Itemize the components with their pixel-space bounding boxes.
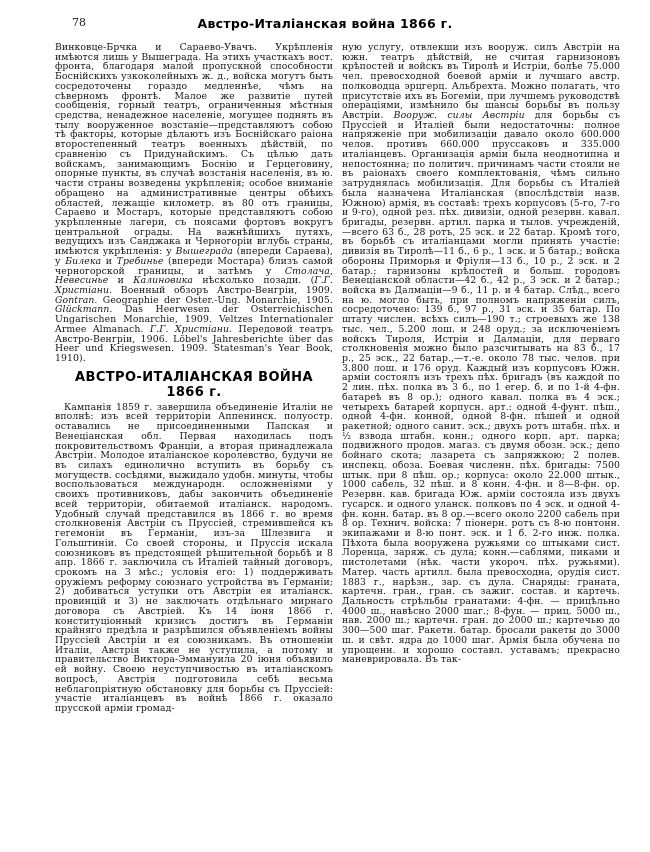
text-columns <box>55 43 618 714</box>
article-first-paragraph: Кампанія 1859 г. завершила объединеніе Италіи не вполнѣ: изъ всей территоріи Аппенинск. полуостр. оставались не присоединенными Папская и Венеціанская обл. Первая находилась подъ покровительствомъ Франціи, а вторая принадлежала Австріи. Молодое италіанское королевство, будучи не въ силахъ единолично вступить въ борьбу съ могуществ. сосѣдями, выжидало удобн. минуты, чтобы воспользоваться международн. осложненіями у своихъ противниковъ, дабы закончить объединеніе всей территоріи, обитаемой италіанск. народомъ. Удобный случай представился въ 1866 г. во время столкновенія Австріи съ Пруссіей, стремившейся къ гегемоніи въ Германіи, изъ-за Шлезвига и Гольштиніи. Со своей стороны, и Пруссія искала союзниковъ въ предстоящей рѣшительной борьбѣ и 8 апр. 1866 г. заключила съ Италіей тайный договоръ, срокомъ на 3 мѣс.; условія его: 1) поддерживать оружіемъ реформу союзнаго устройства въ Германіи; 2) добиваться уступки отъ Австріи ея италіанск. провинцій и 3) не заключать отдѣльнаго мирнаго договора съ Австріей. Къ 14 іюня 1866 г. конституціонный кризисъ достигъ въ Германіи крайняго предѣла и разрѣшился объявленіемъ войны Пруссіей Австріи и ея союзникамъ. Въ отношеніи Италіи, Австрія также не уступила, а потому и правительство Виктора-Эммануила 20 іюня объявило ей войну. Своею неуступчивостью въ италіанскомъ вопросѣ, Австрія подготовила себѣ весьма неблагопріятную обстановку для борьбы съ Пруссіей: участіе италіанцевъ въ войнѣ 1866 г. оказало прусской арміи громад- <box>55 401 333 714</box>
page-number: 78 <box>72 16 86 29</box>
left-column <box>55 43 333 714</box>
running-header-title: Австро-Италіанская война 1866 г. <box>197 16 453 31</box>
right-column-paragraph: ную услугу, отвлекши изъ вооруж. силъ Австріи на южн. театръ дѣйствій, не считая гарнизоновъ крѣпостей и войскъ въ Тиролѣ и Истріи, болѣе 75.000 чел. превосходной боевой арміи и лучшаго австр. полководца эрцгерц. Альбрехта. Можно полагать, что присутствіе ихъ въ Богеміи, при лучшемъ руководствѣ операціями, измѣнило бы шансы борьбы въ пользу Австріи. Вооруж. силы Австріи для борьбы съ Пруссіей и Италіей были недостаточны: полное напряженіе при мобилизаціи давало около 600.000 челов. противъ 660.000 пруссаковъ и 335.000 италіанцевъ. Организація арміи была неоднотипна и непостоянна; по политич. причинамъ части стояли не въ раіонахъ своего комплектованія, чѣмъ сильно затруднялась мобилизація. Для борьбы съ Италіей была назначена Италіанская (впослѣдствіи назв. Южною) армія, въ составѣ: трехъ корпусовъ (5-го, 7-го и 9-го), одной рез. пѣх. дивизіи, одной резервн. кавал. бригады, резервн. артил. парка и тылов. учрежденій,—всего 63 б., 28 ротъ, 25 эск. и 22 батар. Кромѣ того, въ борьбѣ съ италіанцами могли принять участіе: дивизія въ Тиролѣ—11 б., 6 р., 1 эск. и 5 батар.; войска обороны Приморья и Фріуля—13 б., 10 р., 2 эск. и 2 батар.; гарнизоны крѣпостей и больш. городовъ Венеціанской области—42 б., 42 р., 3 эск. и 2 батар.; войска въ Далмаціи—9 б., 11 р. и 4 батар. Слѣд., всего на ю. могло быть, при полномъ напряженіи силъ, сосредоточено: 139 б., 97 р., 31 эск. и 35 батар. По штату числен. всѣхъ силъ—190 т.; строевыхъ же 138 тыс. чел., 5.200 лош. и 248 оруд.; за исключеніемъ войскъ Тироля, Истріи и Далмаціи, для перваго столкновенія можно было разсчитывать на 83 б., 17 р., 25 эск., 22 батар.,—т.-е. около 78 тыс. челов. при 3.800 лош. и 176 оруд. Каждый изъ корпусовъ Южн. арміи состоялъ изъ трехъ пѣх. бригадъ (въ каждой по 2 лин. пѣх. полка въ 3 б., по 1 егер. б. и по 1-й 4-фн. батареѣ въ 8 ор.); одного кавал. полка въ 4 эск.; четырехъ батарей корпусн. арт.: одной 4-фунт. пѣш., одной 4-фн. конной, одной 8-фн. пѣшей и одной ракетной; одного санит. эск.; двухъ ротъ штабн. пѣх. и ½ взвода штабн. конн.; одного корп. арт. парка; подвижного продов. магаз. съ двумя обозн. эск.; депо бойнаго скота; лазарета съ запряжкою; 2 полев. инспекц. обоза. Боевая численн. пѣх. бригады: 7500 штык. при 8 пѣш. ор.; корпуса: около 22.000 штык., 1000 сабель, 32 пѣш. и 8 конн. 4-фн. и 8—8-фн. ор. Резервн. кав. бригада Юж. арміи состояла изъ двухъ гусарск. и одного уланск. полковъ по 4 эск. и одной 4-фн. конн. батар. въ 8 ор.—всего около 2200 сабель при 8 ор. Технич. войска: 7 піонерн. ротъ съ 8-ю понтонн. экипажами и 8-ю понт. эск. и 1 б. 2-го инж. полка. Пѣхота была вооружена ружьями со штыками сист. Лоренца, заряж. съ дула; конн.—саблями, пиками и пистолетами (нѣк. части укороч. пѣх. ружьями). Матер. часть артилл. была превосходна, орудія сист. 1883 г., нарѣзн., зар. съ дула. Снаряды: граната, картечн. гран., гран. съ зажиг. состав. и картечь. Дальность стрѣльбы гранатами: 4-фн. — прицѣльно 4000 ш., навѣсно 2000 шаг.; 8-фун. — приц. 5000 ш., нав. 2000 ш.; картечн. гран. до 2000 ш.; картечью до 300—500 шаг. Ракетн. батар. бросали ракеты до 3000 ш. и свѣт. ядра до 1000 шаг. Армія была обучена по упрощенн. и хорошо составл. уставамъ; прекрасно маневрировала. Въ так- <box>342 42 620 666</box>
right-column <box>342 43 620 714</box>
section-heading: АВСТРО-ИТАЛІАНСКАЯ ВОЙНА 1866 г. <box>75 369 313 400</box>
continued-paragraph: Винковце-Брчка и Сараево-Увачъ. Укрѣпленія имѣются лишь у Вышеграда. На этихъ участкахъ вост. фронта, благодаря малой пропускной способности Боснійскихъ узкоколейныхъ ж. д., войска могутъ быть сосредоточены гораздо медленнѣе, чѣмъ на сѣверномъ фронтѣ. Малое же развитіе путей сообщенія, горный театръ, ограниченныя мѣстныя средства, ненадежное населеніе, могущее поднять въ тылу вооруженное возстаніе—представляютъ собою тѣ факторы, которые дѣлаютъ изъ Боснійскаго раіона второстепенный театръ военныхъ дѣйствій, по сравненію съ Придунайскимъ. Съ цѣлью дать войскамъ, занимающимъ Боснію и Герцеговину, опорные пункты, въ случаѣ возстанія населенія, въ ю. части страны возведены укрѣпленія; особое вниманіе обращено на административные центры обѣихъ областей, лежащіе километр. въ 80 отъ границы, Сараево и Мостаръ, которые представляютъ собою укрѣпленные лагери, съ поясами фортовъ вокругъ центральной ограды. На важнѣйшихъ путяхъ, ведущихъ изъ Санджака и Черногоріи вглубь страны, имѣются укрѣпленія: у Вышеграда (впереди Сараева), у Билека и Требинье (впереди Мостара) близъ самой черногорской границы, и затѣмъ у Столача, Невесинье и Калиновика нѣсколько позади. (Г.Г. Христіани. Военный обзоръ Австро-Венгріи, 1909. Gontran. Geographie der Oster.-Ung. Monarchie, 1905. Glückmann. Das Heerwesen der Osterreichischen Ungarischen Monarchie, 1909. Veltzes Internationaler Armee Almanach. Г.Г. Христіани. Передовой театръ Австро-Венгріи, 1906. Löbel's Jahresberichte über das Heer und Kriegswesen. 1909. Statesman's Year Book, 1910). <box>55 42 333 364</box>
running-header <box>0 16 650 32</box>
